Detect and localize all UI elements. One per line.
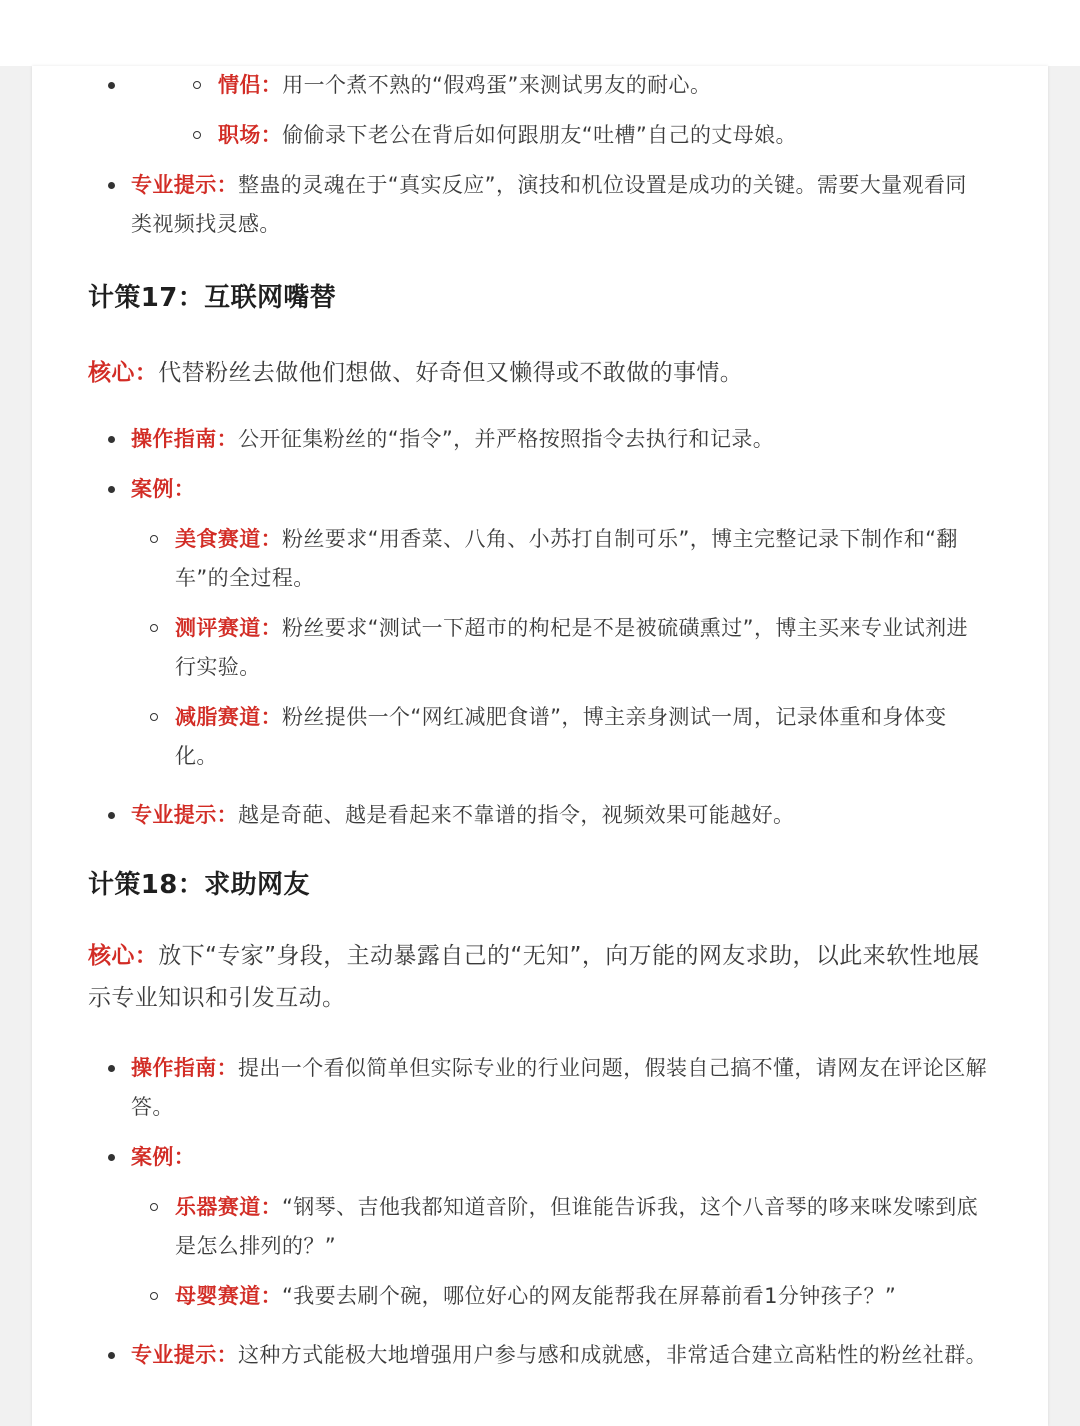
core-text: 放下“专家”身段，主动暴露自己的“无知”，向万能的网友求助，以此来软性地展示专业知识和引发互动。 <box>88 943 980 1011</box>
list-item <box>88 166 988 244</box>
item-text: 偷偷录下老公在背后如何跟朋友“吐槽”自己的丈母娘。 <box>282 123 797 147</box>
list-item <box>88 470 988 776</box>
item-label: 情侣： <box>218 73 283 97</box>
item-text: 公开征集粉丝的“指令”，并严格按照指令去执行和记录。 <box>238 427 775 451</box>
core-label: 核心： <box>88 360 159 386</box>
item-text: “我要去刷个碗，哪位好心的网友能帮我在屏幕前看1分钟孩子？” <box>282 1284 897 1308</box>
sub-list-item <box>88 1277 988 1316</box>
list-item <box>88 796 988 835</box>
item-label: 减脂赛道： <box>175 705 282 729</box>
article-content <box>88 66 988 1375</box>
section-title: 计策17：互联网嘴替 <box>88 283 337 313</box>
item-text: 粉丝要求“测试一下超市的枸杞是不是被硫磺熏过”，博主买来专业试剂进行实验。 <box>175 616 968 679</box>
list-item <box>88 1049 988 1127</box>
item-label: 美食赛道： <box>175 527 282 551</box>
sub-list-item <box>88 520 988 598</box>
sub-list-item <box>88 698 988 776</box>
list-item <box>88 66 988 155</box>
core-paragraph <box>88 352 988 394</box>
list-item <box>88 420 988 459</box>
item-label: 测评赛道： <box>175 616 282 640</box>
item-label: 母婴赛道： <box>175 1284 282 1308</box>
list-item <box>88 1336 988 1375</box>
core-text: 代替粉丝去做他们想做、好奇但又懒得或不敢做的事情。 <box>158 360 744 386</box>
item-label: 乐器赛道： <box>175 1195 282 1219</box>
sub-list-item <box>131 116 988 155</box>
top-list <box>88 66 988 244</box>
sub-list <box>88 1188 988 1316</box>
item-text: “钢琴、吉他我都知道音阶，但谁能告诉我，这个八音琴的哆来咪发嗦到底是怎么排列的？” <box>175 1195 979 1258</box>
item-label: 操作指南： <box>131 1056 238 1080</box>
list-item <box>88 1138 988 1316</box>
item-label: 职场： <box>218 123 283 147</box>
core-label: 核心： <box>88 943 159 969</box>
item-label: 专业提示： <box>131 173 238 197</box>
item-text: 粉丝要求“用香菜、八角、小苏打自制可乐”，博主完整记录下制作和“翻车”的全过程。 <box>175 527 958 590</box>
item-label: 案例： <box>131 1145 196 1169</box>
section-title: 计策18：求助网友 <box>88 870 310 900</box>
sub-list-item <box>88 609 988 687</box>
sub-list <box>131 66 988 155</box>
item-text: 粉丝提供一个“网红减肥食谱”，博主亲身测试一周，记录体重和身体变化。 <box>175 705 947 768</box>
top-band <box>0 0 1080 66</box>
item-label: 操作指南： <box>131 427 238 451</box>
section18-list <box>88 1049 988 1375</box>
item-label: 专业提示： <box>131 1343 238 1367</box>
item-text: 越是奇葩、越是看起来不靠谱的指令，视频效果可能越好。 <box>238 803 795 827</box>
item-text: 提出一个看似简单但实际专业的行业问题，假装自己搞不懂，请网友在评论区解答。 <box>131 1056 987 1119</box>
item-text: 整蛊的灵魂在于“真实反应”，演技和机位设置是成功的关键。需要大量观看同类视频找灵感。 <box>131 173 967 236</box>
section17-list <box>88 420 988 835</box>
item-text: 用一个煮不熟的“假鸡蛋”来测试男友的耐心。 <box>282 73 712 97</box>
item-text: 这种方式能极大地增强用户参与感和成就感，非常适合建立高粘性的粉丝社群。 <box>238 1343 987 1367</box>
core-paragraph <box>88 935 988 1019</box>
sub-list <box>88 520 988 776</box>
sub-list-item <box>131 66 988 105</box>
item-label: 专业提示： <box>131 803 238 827</box>
item-label: 案例： <box>131 477 196 501</box>
sub-list-item <box>88 1188 988 1266</box>
